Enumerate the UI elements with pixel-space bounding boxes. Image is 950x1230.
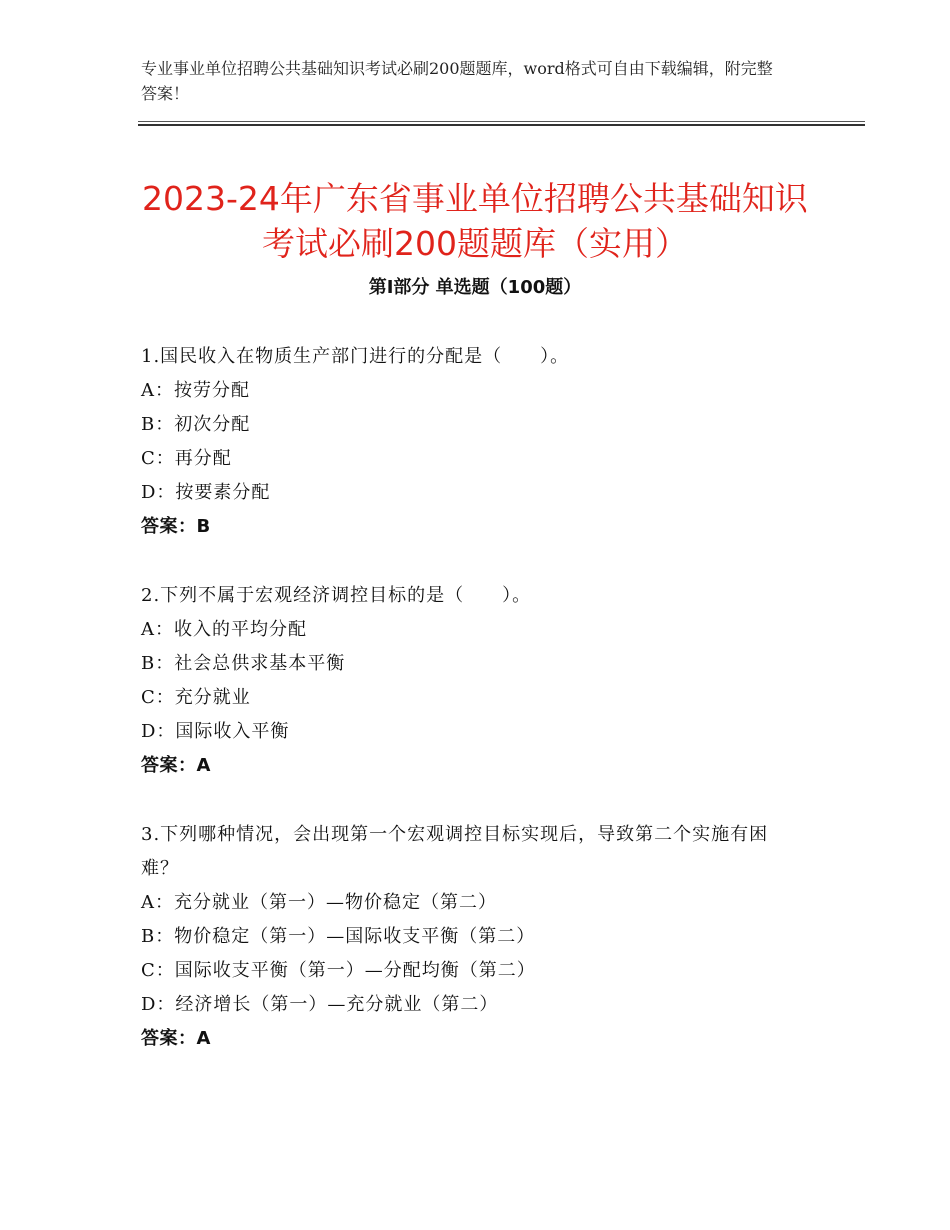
- document-title: 2023-24年广东省事业单位招聘公共基础知识考试必刷200题题库（实用）: [142, 179, 808, 264]
- option-a: A：按劳分配: [141, 380, 250, 401]
- option-b: B：社会总供求基本平衡: [141, 653, 346, 674]
- question-3: [141, 818, 801, 1056]
- option-b: B：物价稳定（第一）—国际收支平衡（第二）: [141, 926, 536, 947]
- answer: 答案：B: [141, 516, 211, 537]
- option-c: C：再分配: [141, 448, 232, 469]
- option-d: D：按要素分配: [141, 482, 271, 503]
- section-title: 第Ⅰ部分 单选题（100题）: [368, 277, 582, 298]
- question-stem: 1.国民收入在物质生产部门进行的分配是（ ）。: [141, 346, 570, 367]
- question-stem: 2.下列不属于宏观经济调控目标的是（ ）。: [141, 585, 532, 606]
- option-d: D：国际收入平衡: [141, 721, 290, 742]
- header-divider-thin: [138, 121, 865, 122]
- option-a: A：收入的平均分配: [141, 619, 307, 640]
- question-1: [141, 340, 801, 544]
- header-note: 专业事业单位招聘公共基础知识考试必刷200题题库，word格式可自由下载编辑，附完整答案！: [141, 59, 773, 103]
- option-b: B：初次分配: [141, 414, 251, 435]
- header-divider-thick: [138, 124, 865, 126]
- option-d: D：经济增长（第一）—充分就业（第二）: [141, 994, 499, 1015]
- question-2: [141, 579, 801, 783]
- option-a: A：充分就业（第一）—物价稳定（第二）: [141, 892, 497, 913]
- answer: 答案：A: [141, 1028, 211, 1049]
- question-stem: 3.下列哪种情况，会出现第一个宏观调控目标实现后，导致第二个实施有困难？: [141, 824, 769, 879]
- answer: 答案：A: [141, 755, 211, 776]
- option-c: C：国际收支平衡（第一）—分配均衡（第二）: [141, 960, 536, 981]
- option-c: C：充分就业: [141, 687, 251, 708]
